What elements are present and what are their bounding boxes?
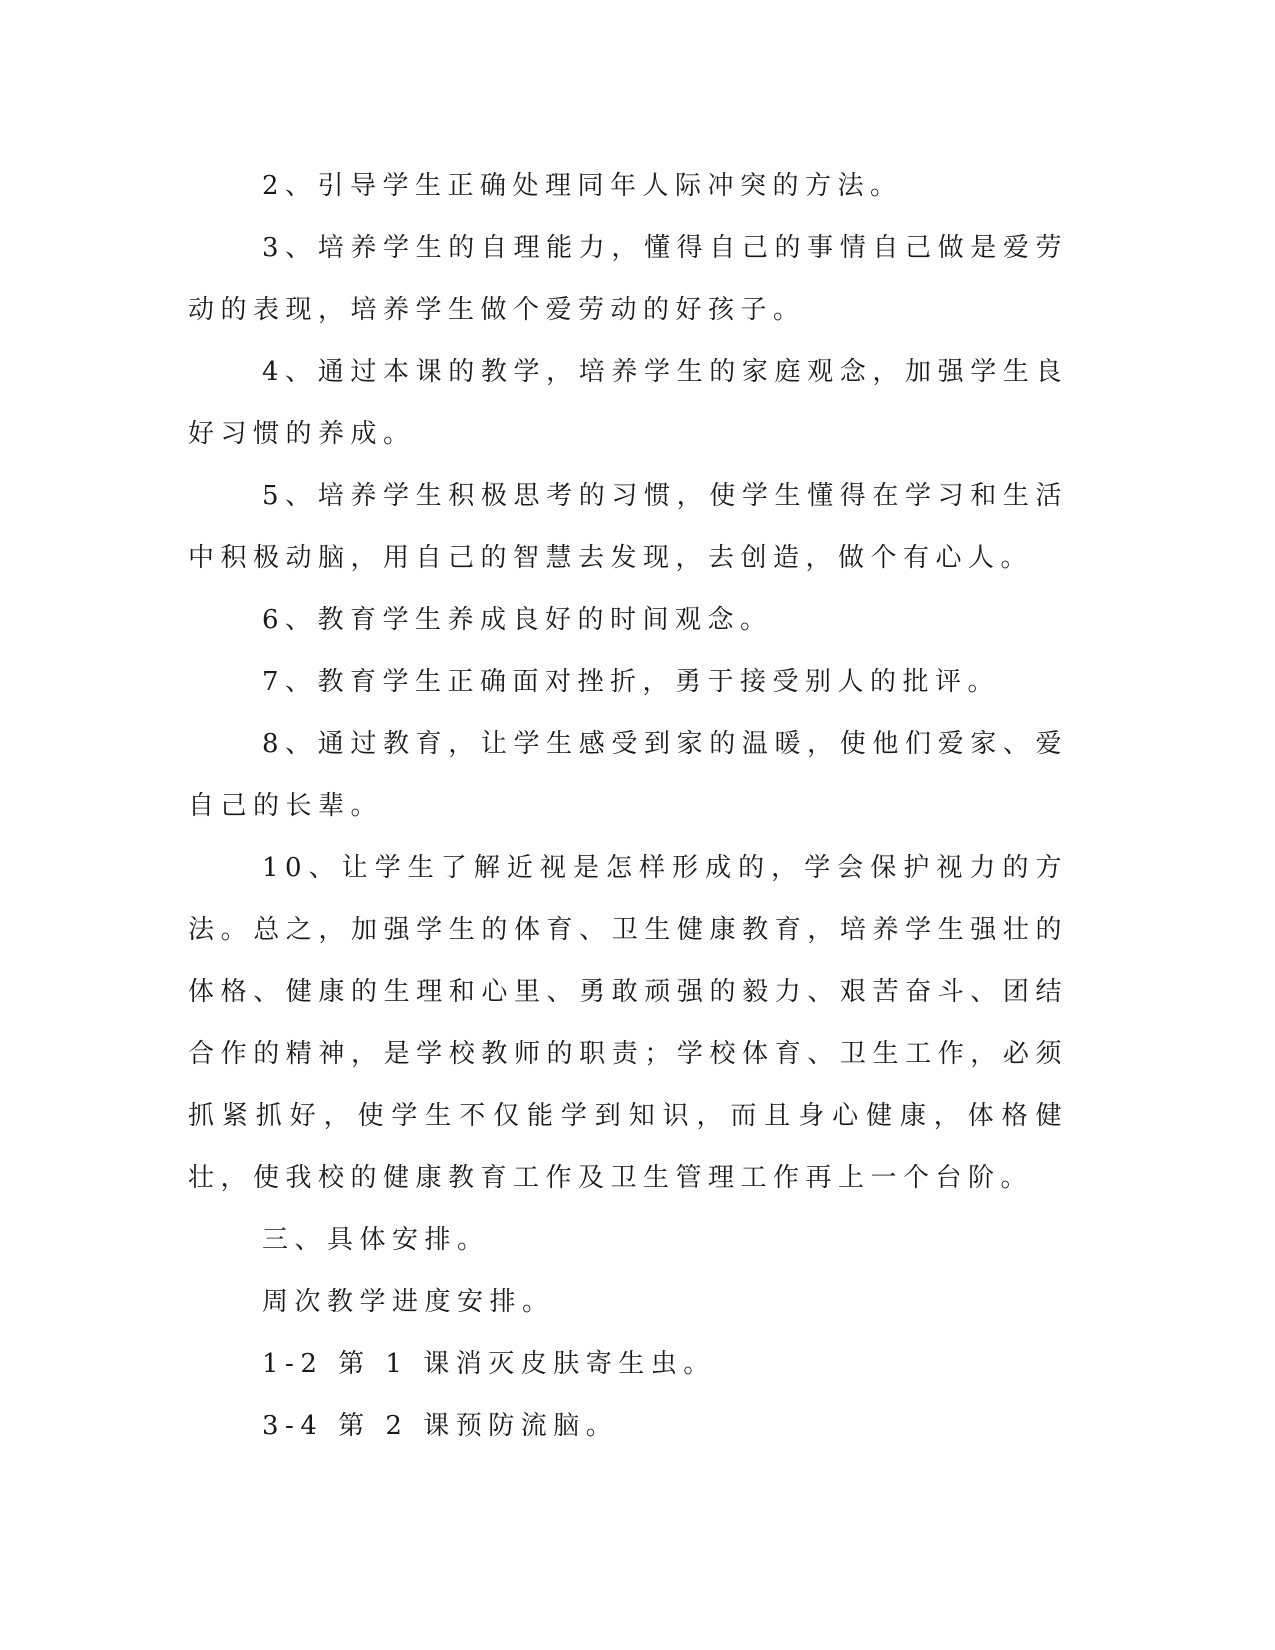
paragraph-5: 5、培养学生积极思考的习惯，使学生懂得在学习和生活中积极动脑，用自己的智慧去发现，去创造，做个有心人。 [188,481,1068,573]
paragraph-8: 8、通过教育，让学生感受到家的温暖，使他们爱家、爱自己的长辈。 [188,729,1068,821]
paragraph-6: 6、教育学生养成良好的时间观念。 [262,605,773,635]
paragraph-10: 10、让学生了解近视是怎样形成的，学会保护视力的方法。总之，加强学生的体育、卫生健康教育，培养学生强壮的体格、健康的生理和心里、勇敢顽强的毅力、艰苦奋斗、团结合作的精神，是学校教师的职责；学校体育、卫生工作，必须抓紧抓好，使学生不仅能学到知识，而且身心健康，体格健壮，使我校的健康教育工作及卫生管理工作再上一个台阶。 [188,853,1068,1193]
document-page [188,155,1068,1457]
schedule-heading: 周次教学进度安排。 [262,1287,555,1317]
paragraph-7: 7、教育学生正确面对挫折，勇于接受别人的批评。 [262,667,1001,697]
schedule-item: 3-4 第 2 课预防流脑。 [262,1411,619,1441]
section-heading: 三、具体安排。 [262,1225,490,1255]
paragraph-4: 4、通过本课的教学，培养学生的家庭观念，加强学生良好习惯的养成。 [188,357,1068,449]
paragraph-3: 3、培养学生的自理能力，懂得自己的事情自己做是爱劳动的表现，培养学生做个爱劳动的好孩子。 [188,233,1068,325]
schedule-item: 1-2 第 1 课消灭皮肤寄生虫。 [262,1349,716,1379]
paragraph-2: 2、引导学生正确处理同年人际冲突的方法。 [262,171,903,201]
